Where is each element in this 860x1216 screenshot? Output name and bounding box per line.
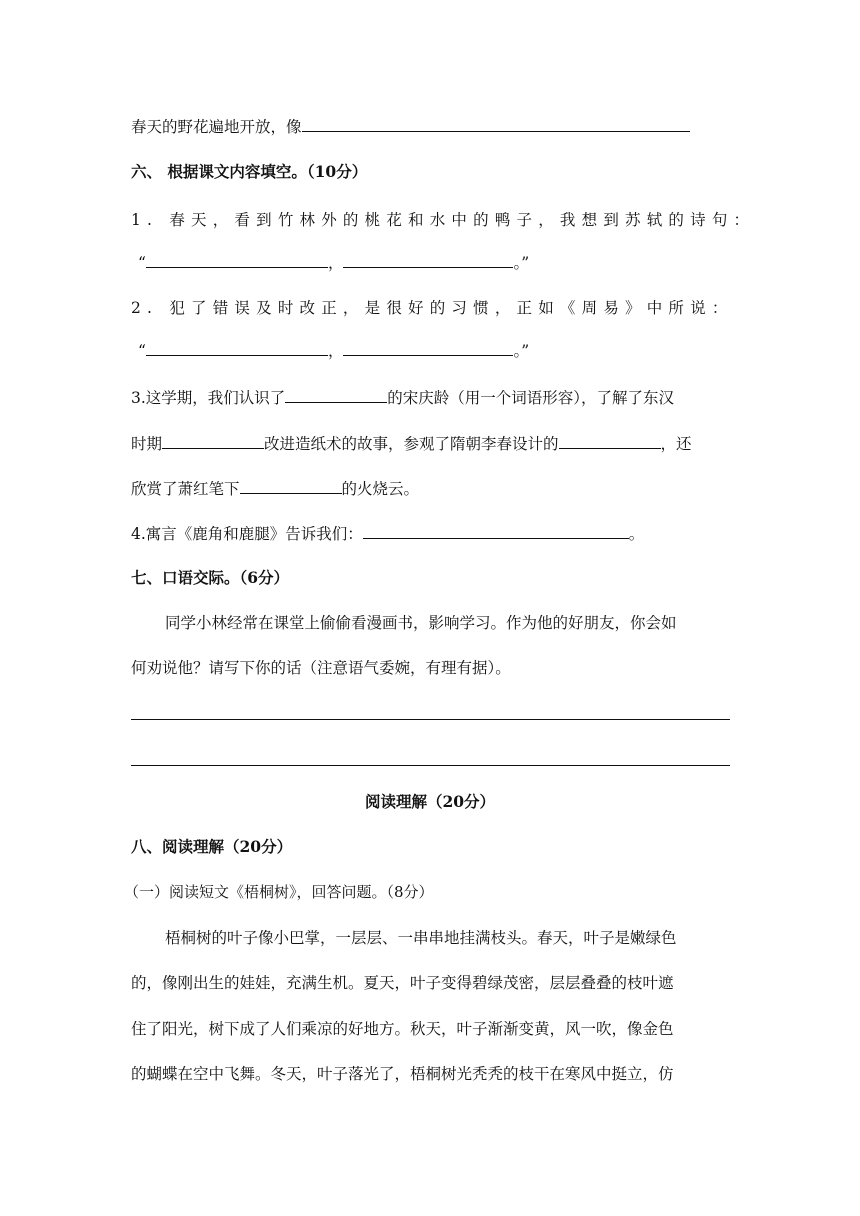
question-3-text-b: 的宋庆龄（用一个词语形容），了解了东汉 [387, 389, 675, 407]
writing-line[interactable] [131, 719, 730, 720]
answer-blank[interactable] [302, 117, 690, 132]
question-1-text: 1. 春天，看到竹林外的桃花和水中的鸭子，我想到苏轼的诗句： [131, 211, 756, 229]
answer-blank[interactable] [285, 388, 387, 403]
question-3-text-g: 的火烧云。 [341, 480, 420, 498]
section-7-prompt-line-2: 何劝说他？请写下你的话（注意语气委婉，有理有据）。 [131, 659, 511, 677]
question-3-line-3 [131, 479, 419, 499]
close-quote: 。” [513, 342, 530, 360]
answer-blank[interactable] [146, 341, 328, 356]
passage-line: 梧桐树的叶子像小巴掌，一层层、一串串地挂满枝头。春天，叶子是嫩绿色 [165, 929, 677, 947]
fill-line-spring [131, 117, 690, 137]
question-4-text-a: 4.寓言《鹿角和鹿腿》告诉我们： [131, 525, 363, 543]
answer-blank[interactable] [146, 253, 328, 268]
answer-blank[interactable] [343, 253, 513, 268]
question-3-line-1 [131, 388, 674, 408]
passage-line: 的蝴蝶在空中飞舞。冬天，叶子落光了，梧桐树光秃秃的枝干在寒风中挺立，仿 [131, 1065, 674, 1083]
question-2-text: 2. 犯了错误及时改正，是很好的习惯，正如《周易》中所说： [131, 299, 734, 317]
comma: ， [327, 342, 344, 360]
answer-blank[interactable] [363, 524, 629, 539]
answer-blank[interactable] [343, 341, 513, 356]
question-3-text-d: 改进造纸术的故事，参观了隋朝李春设计的 [264, 435, 559, 453]
section-6-heading: 六、 根据课文内容填空。（10分） [131, 162, 368, 181]
passage-line: 住了阳光，树下成了人们乘凉的好地方。秋天，叶子渐渐变黄，风一吹，像金色 [131, 1020, 674, 1038]
open-quote: “ [138, 254, 146, 272]
question-3-text-c: 时期 [131, 435, 163, 453]
question-2-answer-line [138, 341, 529, 361]
answer-blank[interactable] [162, 434, 264, 449]
comma: ， [327, 254, 344, 272]
reading-sub-heading: （一）阅读短文《梧桐树》，回答问题。（8分） [124, 883, 434, 901]
question-4-text-b: 。 [628, 525, 645, 543]
passage-line: 的，像刚出生的娃娃，充满生机。夏天，叶子变得碧绿茂密，层层叠叠的枝叶遮 [131, 974, 674, 992]
fill-line-spring-text: 春天的野花遍地开放，像 [131, 118, 302, 136]
question-3-line-2 [131, 434, 692, 454]
question-3-text-e: ，还 [660, 435, 692, 453]
question-3-text-a: 3.这学期，我们认识了 [131, 389, 286, 407]
close-quote: 。” [513, 254, 530, 272]
section-7-heading: 七、口语交际。（6分） [131, 568, 290, 587]
writing-line[interactable] [131, 765, 730, 766]
section-7-prompt-line-1: 同学小林经常在课堂上偷偷看漫画书，影响学习。作为他的好朋友，你会如 [165, 614, 677, 632]
answer-blank[interactable] [240, 479, 342, 494]
question-1-answer-line [138, 253, 529, 273]
answer-blank[interactable] [559, 434, 661, 449]
open-quote: “ [138, 342, 146, 360]
question-3-text-f: 欣赏了萧红笔下 [131, 480, 240, 498]
reading-part-title: 阅读理解（20分） [364, 792, 496, 811]
question-4-line [131, 524, 644, 544]
section-8-heading: 八、阅读理解（20分） [131, 837, 293, 856]
